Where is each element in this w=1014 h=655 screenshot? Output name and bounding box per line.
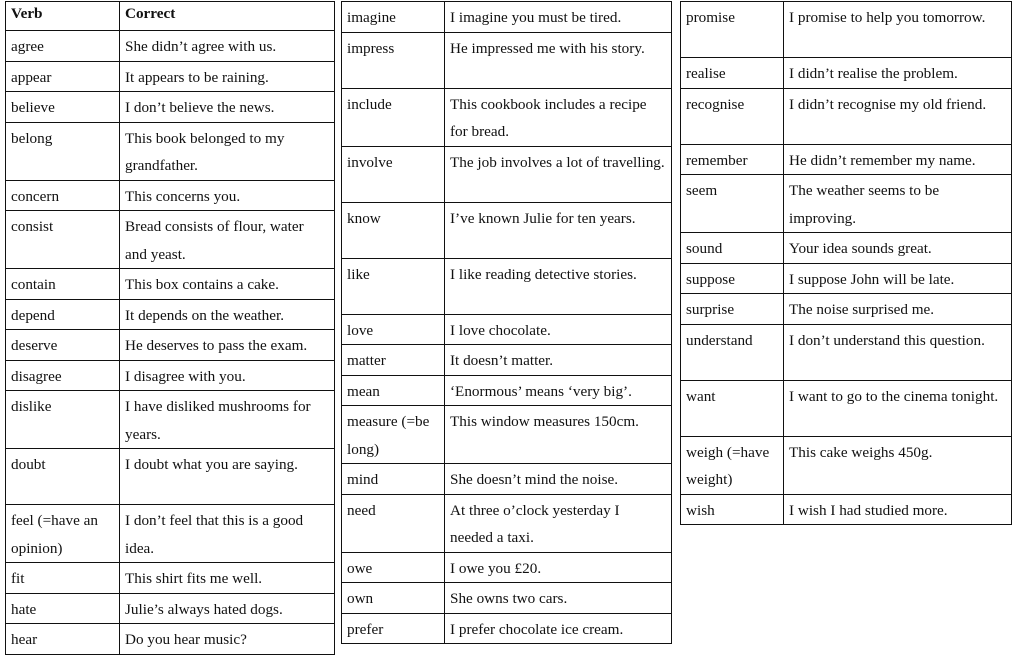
example-cell: The weather seems to be improving. xyxy=(784,175,1012,233)
table-row xyxy=(681,2,1012,58)
example-cell: I have disliked mushrooms for years. xyxy=(120,391,335,449)
verb-cell: seem xyxy=(681,175,784,233)
example-cell: The job involves a lot of travelling. xyxy=(445,146,672,202)
verb-cell: matter xyxy=(342,345,445,376)
table-row xyxy=(342,464,672,495)
table-row xyxy=(6,563,335,594)
verb-cell: agree xyxy=(6,31,120,62)
verb-cell: own xyxy=(342,583,445,614)
example-cell: At three o’clock yesterday I needed a taxi. xyxy=(445,494,672,552)
header-row xyxy=(6,2,335,31)
verb-cell: remember xyxy=(681,144,784,175)
example-cell: The noise surprised me. xyxy=(784,294,1012,325)
example-cell: I disagree with you. xyxy=(120,360,335,391)
verb-cell: suppose xyxy=(681,263,784,294)
example-cell: It doesn’t matter. xyxy=(445,345,672,376)
table-row xyxy=(342,494,672,552)
example-cell: He deserves to pass the exam. xyxy=(120,330,335,361)
verb-cell: impress xyxy=(342,32,445,88)
example-cell: She doesn’t mind the noise. xyxy=(445,464,672,495)
example-cell: I love chocolate. xyxy=(445,314,672,345)
table-row xyxy=(6,211,335,269)
verb-cell: belong xyxy=(6,122,120,180)
table-row xyxy=(6,505,335,563)
table-row xyxy=(6,269,335,300)
table-row xyxy=(681,144,1012,175)
example-cell: This concerns you. xyxy=(120,180,335,211)
example-cell: He didn’t remember my name. xyxy=(784,144,1012,175)
example-cell: It depends on the weather. xyxy=(120,299,335,330)
verb-table-3 xyxy=(680,1,1012,525)
table-row xyxy=(342,552,672,583)
verb-table-3-body xyxy=(681,2,1012,525)
table-row xyxy=(342,583,672,614)
verb-cell: deserve xyxy=(6,330,120,361)
table-row xyxy=(6,593,335,624)
example-cell: This window measures 150cm. xyxy=(445,406,672,464)
verb-cell: realise xyxy=(681,58,784,89)
verb-cell: wish xyxy=(681,494,784,525)
verb-cell: recognise xyxy=(681,88,784,144)
table-row xyxy=(342,88,672,146)
verb-cell: involve xyxy=(342,146,445,202)
verb-cell: doubt xyxy=(6,449,120,505)
verb-cell: need xyxy=(342,494,445,552)
verb-cell: measure (=be long) xyxy=(342,406,445,464)
table-row xyxy=(342,32,672,88)
table-row xyxy=(6,299,335,330)
table-row xyxy=(342,314,672,345)
example-cell: This box contains a cake. xyxy=(120,269,335,300)
example-cell: ‘Enormous’ means ‘very big’. xyxy=(445,375,672,406)
table-row xyxy=(6,92,335,123)
table-row xyxy=(6,31,335,62)
table-row xyxy=(681,233,1012,264)
verb-cell: want xyxy=(681,380,784,436)
verb-cell: disagree xyxy=(6,360,120,391)
verb-cell: surprise xyxy=(681,294,784,325)
verb-cell: understand xyxy=(681,324,784,380)
table-row xyxy=(6,180,335,211)
example-cell: I’ve known Julie for ten years. xyxy=(445,202,672,258)
example-cell: He impressed me with his story. xyxy=(445,32,672,88)
verb-cell: prefer xyxy=(342,613,445,644)
table-row xyxy=(6,391,335,449)
example-cell: It appears to be raining. xyxy=(120,61,335,92)
verb-cell: know xyxy=(342,202,445,258)
table-row xyxy=(342,202,672,258)
example-cell: I didn’t recognise my old friend. xyxy=(784,88,1012,144)
example-cell: I promise to help you tomorrow. xyxy=(784,2,1012,58)
verb-cell: sound xyxy=(681,233,784,264)
example-cell: I don’t feel that this is a good idea. xyxy=(120,505,335,563)
table-row xyxy=(681,58,1012,89)
table-row xyxy=(681,88,1012,144)
example-cell: I prefer chocolate ice cream. xyxy=(445,613,672,644)
table-row xyxy=(342,258,672,314)
table-row xyxy=(6,330,335,361)
verb-cell: contain xyxy=(6,269,120,300)
table-row xyxy=(6,122,335,180)
example-cell: I like reading detective stories. xyxy=(445,258,672,314)
example-cell: I owe you £20. xyxy=(445,552,672,583)
verb-cell: love xyxy=(342,314,445,345)
table-row xyxy=(681,494,1012,525)
table-row xyxy=(342,375,672,406)
verb-cell: mean xyxy=(342,375,445,406)
verb-cell: believe xyxy=(6,92,120,123)
example-cell: Your idea sounds great. xyxy=(784,233,1012,264)
table-row xyxy=(342,613,672,644)
example-cell: I don’t believe the news. xyxy=(120,92,335,123)
verb-cell: weigh (=have weight) xyxy=(681,436,784,494)
example-cell: Julie’s always hated dogs. xyxy=(120,593,335,624)
table-row xyxy=(342,345,672,376)
table-row xyxy=(342,406,672,464)
example-cell: She didn’t agree with us. xyxy=(120,31,335,62)
verb-table-2-body xyxy=(342,2,672,644)
table-row xyxy=(681,175,1012,233)
example-cell: I don’t understand this question. xyxy=(784,324,1012,380)
verb-cell: hate xyxy=(6,593,120,624)
verb-cell: imagine xyxy=(342,2,445,33)
verb-cell: owe xyxy=(342,552,445,583)
table-row xyxy=(681,324,1012,380)
example-cell: I doubt what you are saying. xyxy=(120,449,335,505)
table-row xyxy=(6,360,335,391)
table-row xyxy=(681,263,1012,294)
example-cell: I didn’t realise the problem. xyxy=(784,58,1012,89)
table-row xyxy=(6,61,335,92)
verb-table-2 xyxy=(341,1,672,644)
example-cell: I want to go to the cinema tonight. xyxy=(784,380,1012,436)
example-cell: This book belonged to my grandfather. xyxy=(120,122,335,180)
example-cell: I wish I had studied more. xyxy=(784,494,1012,525)
example-cell: This cake weighs 450g. xyxy=(784,436,1012,494)
example-cell: Bread consists of flour, water and yeast. xyxy=(120,211,335,269)
verb-cell: hear xyxy=(6,624,120,655)
table-row xyxy=(681,380,1012,436)
verb-table-1-body xyxy=(6,31,335,655)
verb-cell: like xyxy=(342,258,445,314)
example-cell: Do you hear music? xyxy=(120,624,335,655)
example-cell: I suppose John will be late. xyxy=(784,263,1012,294)
example-cell: This shirt fits me well. xyxy=(120,563,335,594)
verb-cell: depend xyxy=(6,299,120,330)
verb-cell: appear xyxy=(6,61,120,92)
verb-cell: promise xyxy=(681,2,784,58)
verb-cell: mind xyxy=(342,464,445,495)
verb-cell: dislike xyxy=(6,391,120,449)
table-row xyxy=(6,449,335,505)
verb-cell: concern xyxy=(6,180,120,211)
verb-table-1 xyxy=(5,1,335,655)
verb-cell: fit xyxy=(6,563,120,594)
verb-cell: consist xyxy=(6,211,120,269)
table-row xyxy=(681,294,1012,325)
example-cell: I imagine you must be tired. xyxy=(445,2,672,33)
table-row xyxy=(342,2,672,33)
verb-cell: feel (=have an opinion) xyxy=(6,505,120,563)
table-row xyxy=(342,146,672,202)
header-correct: Correct xyxy=(120,2,335,31)
header-verb: Verb xyxy=(6,2,120,31)
table-row xyxy=(6,624,335,655)
verb-cell: include xyxy=(342,88,445,146)
table-row xyxy=(681,436,1012,494)
example-cell: She owns two cars. xyxy=(445,583,672,614)
example-cell: This cookbook includes a recipe for bread. xyxy=(445,88,672,146)
